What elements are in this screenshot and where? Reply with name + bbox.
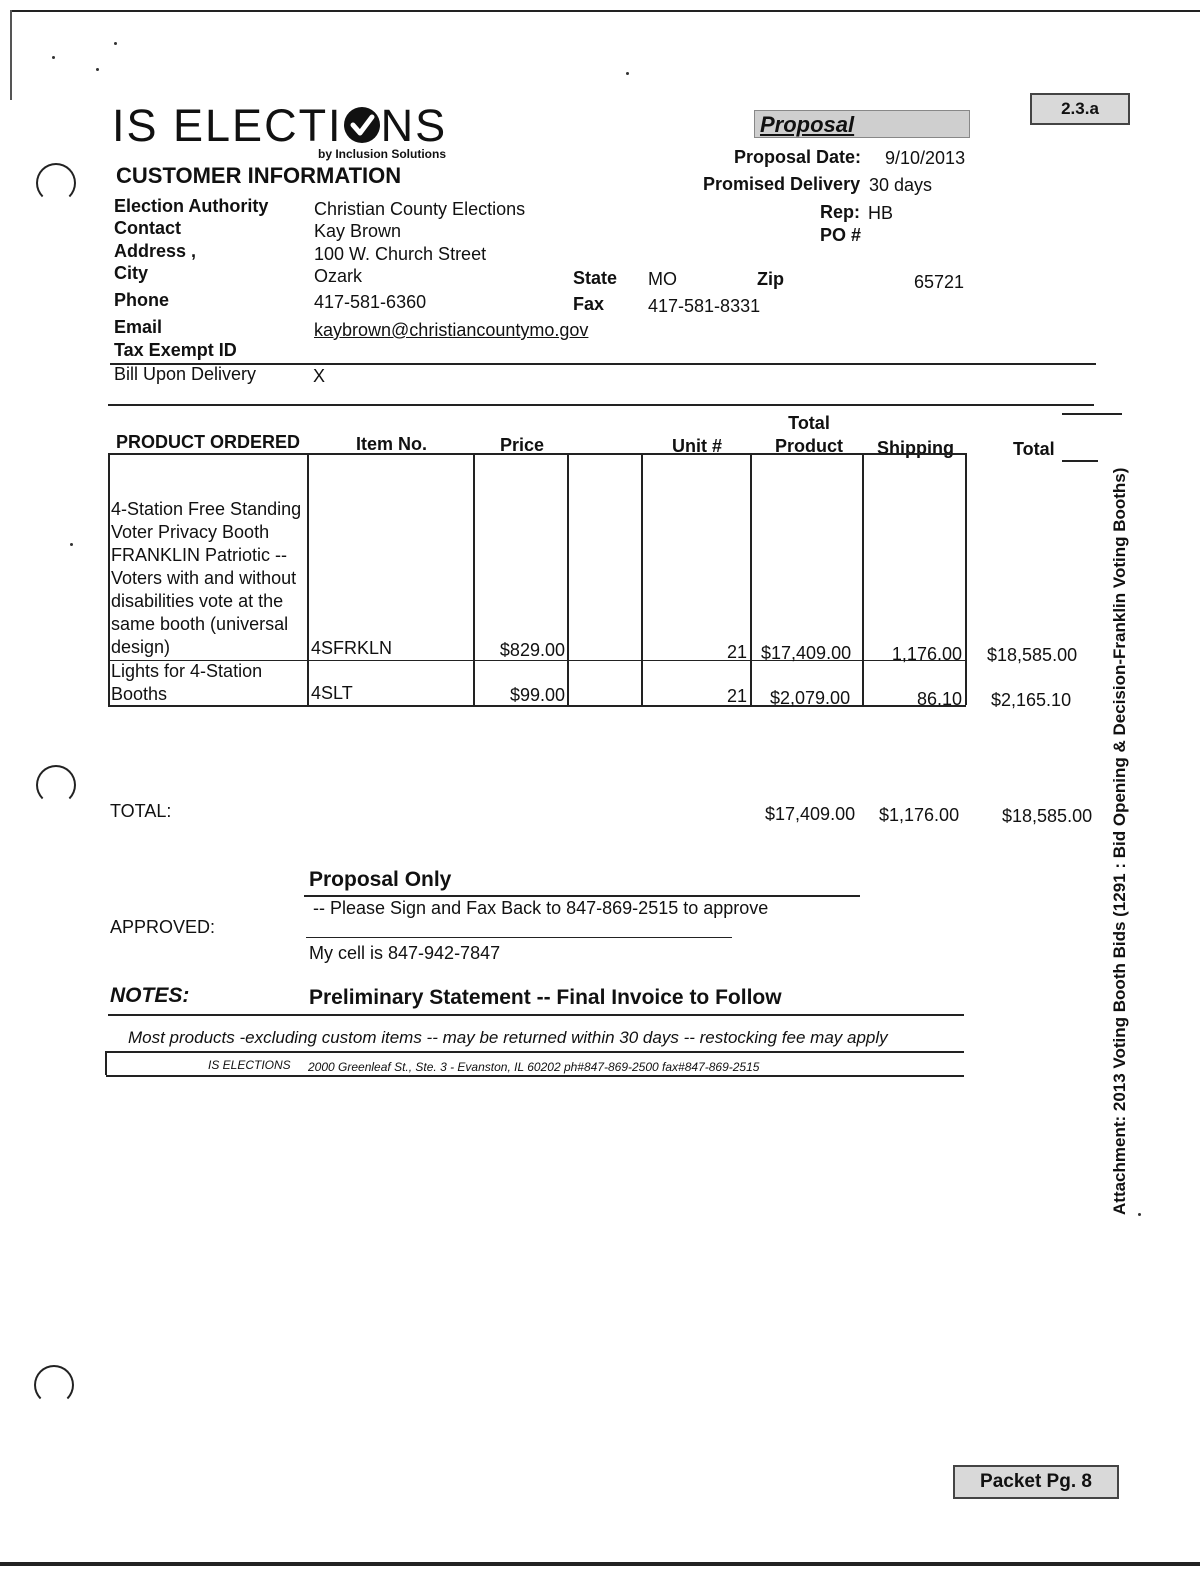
rule: [108, 1014, 964, 1016]
phone-label: Phone: [114, 290, 170, 310]
table-row-2-shipping: 86.10: [916, 689, 962, 709]
table-row-1-total: $18,585.00: [987, 645, 1078, 665]
approval-instruction: -- Please Sign and Fax Back to 847-869-2515 to approve: [313, 898, 769, 918]
col-header-total: Total: [1013, 439, 1055, 459]
col-header-price: Price: [500, 435, 545, 455]
email-link[interactable]: kaybrown@christiancountymo.gov: [314, 320, 589, 340]
email-label: Email: [114, 317, 163, 337]
col-divider: [567, 453, 569, 705]
notes-label: NOTES:: [110, 984, 190, 1007]
totals-product: $17,409.00: [765, 804, 856, 824]
scan-speck: [96, 68, 99, 71]
rep-label: Rep:: [820, 202, 860, 222]
table-row-1-shipping: 1,176.00: [891, 644, 962, 664]
proposal-only-heading: Proposal Only: [309, 868, 452, 891]
city-value: Ozark: [314, 266, 363, 286]
table-row-1-unit: 21: [726, 642, 747, 662]
description-line: design): [111, 637, 171, 657]
col-divider: [965, 453, 967, 705]
table-top-rule: [108, 404, 1094, 406]
address-value: 100 W. Church Street: [314, 244, 487, 264]
fax-label: Fax: [573, 294, 605, 314]
footer-address: 2000 Greenleaf St., Ste. 3 - Evanston, IL 60202 ph#847-869-2500 fax#847-869-2515: [308, 1060, 760, 1074]
footer-company: IS ELECTIONS: [208, 1058, 291, 1072]
company-logo: [112, 100, 447, 152]
table-row-2-total: $2,165.10: [991, 690, 1072, 710]
col-header-unit: Unit #: [672, 436, 723, 456]
zip-value: 65721: [914, 272, 965, 292]
election-authority-value: Christian County Elections: [314, 199, 526, 219]
totals-shipping: $1,176.00: [879, 805, 960, 825]
fax-value: 417-581-8331: [648, 296, 761, 316]
proposal-badge: Proposal: [754, 110, 970, 138]
table-row-1-total-product: $17,409.00: [761, 643, 852, 663]
signature-line[interactable]: [306, 937, 732, 938]
table-row-2-description: [111, 660, 307, 706]
description-line: Voter Privacy Booth: [111, 522, 270, 542]
description-line: 4-Station Free Standing: [111, 499, 302, 519]
rule: [304, 895, 860, 897]
col-header-shipping: Shipping: [877, 438, 954, 458]
promised-delivery: 30 days: [869, 175, 933, 195]
col-divider: [473, 453, 475, 705]
punch-hole-top: [36, 163, 76, 203]
col-divider: [750, 453, 752, 705]
col-header-product: PRODUCT ORDERED: [116, 432, 301, 452]
col-header-item-no: Item No.: [356, 434, 428, 454]
scan-speck: [1138, 1213, 1141, 1216]
table-row-1-description: [111, 498, 307, 659]
contact-value: Kay Brown: [314, 221, 402, 241]
election-authority-label: Election Authority: [114, 196, 269, 216]
scan-edge-top: [10, 10, 1200, 12]
description-line: disabilities vote at the: [111, 591, 284, 611]
rule-segment: [1062, 460, 1098, 462]
logo-text-start: IS ELECTI: [112, 100, 343, 151]
col-divider: [862, 453, 864, 705]
col-header-total-product-line2: Product: [774, 436, 843, 456]
rule: [106, 1075, 964, 1077]
state-label: State: [573, 268, 618, 288]
table-row-1-price: $829.00: [499, 640, 565, 660]
rule-segment: [1062, 413, 1122, 415]
cell-phone-note: My cell is 847-942-7847: [309, 943, 501, 963]
description-line: Voters with and without: [111, 568, 297, 588]
packet-page-label: Packet Pg. 8: [953, 1465, 1119, 1499]
description-line: FRANKLIN Patriotic --: [111, 545, 288, 565]
promised-delivery-label: Promised Delivery: [703, 174, 861, 194]
scan-speck: [70, 543, 73, 546]
description-line: same booth (universal: [111, 614, 289, 634]
description-line: Booths: [111, 684, 168, 704]
col-divider: [641, 453, 643, 705]
returns-policy: Most products -excluding custom items -- may be returned within 30 days -- restocking fee may apply: [128, 1028, 888, 1047]
table-row-2-total-product: $2,079.00: [770, 688, 851, 708]
divider: [110, 363, 1096, 365]
punch-hole-middle: [36, 765, 76, 805]
city-label: City: [114, 263, 149, 283]
table-row-2-unit: 21: [726, 686, 747, 706]
scan-speck: [114, 42, 117, 45]
checkmark-icon: [344, 107, 380, 143]
logo-text-end: NS: [380, 100, 448, 151]
tax-exempt-label: Tax Exempt ID: [114, 340, 237, 360]
table-row-1-item-no: 4SFRKLN: [311, 638, 393, 658]
state-value: MO: [648, 269, 677, 289]
bill-upon-delivery-label: Bill Upon Delivery: [114, 364, 257, 384]
footer-box-left: [105, 1051, 107, 1075]
scan-edge-bottom: [0, 1562, 1200, 1566]
agenda-tag: 2.3.a: [1030, 93, 1130, 125]
approved-label: APPROVED:: [110, 917, 216, 937]
bill-upon-delivery-mark: X: [313, 366, 326, 386]
zip-label: Zip: [757, 269, 784, 289]
attachment-side-note: Attachment: 2013 Voting Booth Bids (1291 : Bid Opening & Decision-Franklin Voting Booths): [1110, 467, 1129, 1215]
proposal-date-label: Proposal Date:: [734, 147, 862, 167]
description-line: Lights for 4-Station: [111, 661, 263, 681]
phone-value: 417-581-6360: [314, 292, 427, 312]
totals-grand-total: $18,585.00: [1002, 806, 1093, 826]
scan-speck: [52, 56, 55, 59]
po-label: PO #: [820, 225, 862, 245]
totals-label: TOTAL:: [110, 801, 172, 821]
address-label: Address ,: [114, 241, 197, 261]
rule: [106, 1051, 964, 1053]
proposal-date: 9/10/2013: [885, 148, 966, 168]
customer-info-heading: CUSTOMER INFORMATION: [116, 163, 402, 188]
preliminary-statement: Preliminary Statement -- Final Invoice to Follow: [309, 986, 782, 1009]
rep-value: HB: [868, 203, 894, 223]
scan-speck: [626, 72, 629, 75]
table-row-2-price: $99.00: [509, 685, 565, 705]
table-header-rule: [108, 453, 966, 455]
col-divider: [108, 453, 110, 705]
contact-label: Contact: [114, 218, 181, 238]
logo-tagline: by Inclusion Solutions: [318, 147, 447, 161]
col-divider: [307, 453, 309, 705]
col-header-total-product-line1: Total: [788, 413, 830, 433]
scan-edge-left: [10, 10, 12, 100]
punch-hole-bottom: [34, 1365, 74, 1405]
table-row-2-item-no: 4SLT: [311, 683, 353, 703]
